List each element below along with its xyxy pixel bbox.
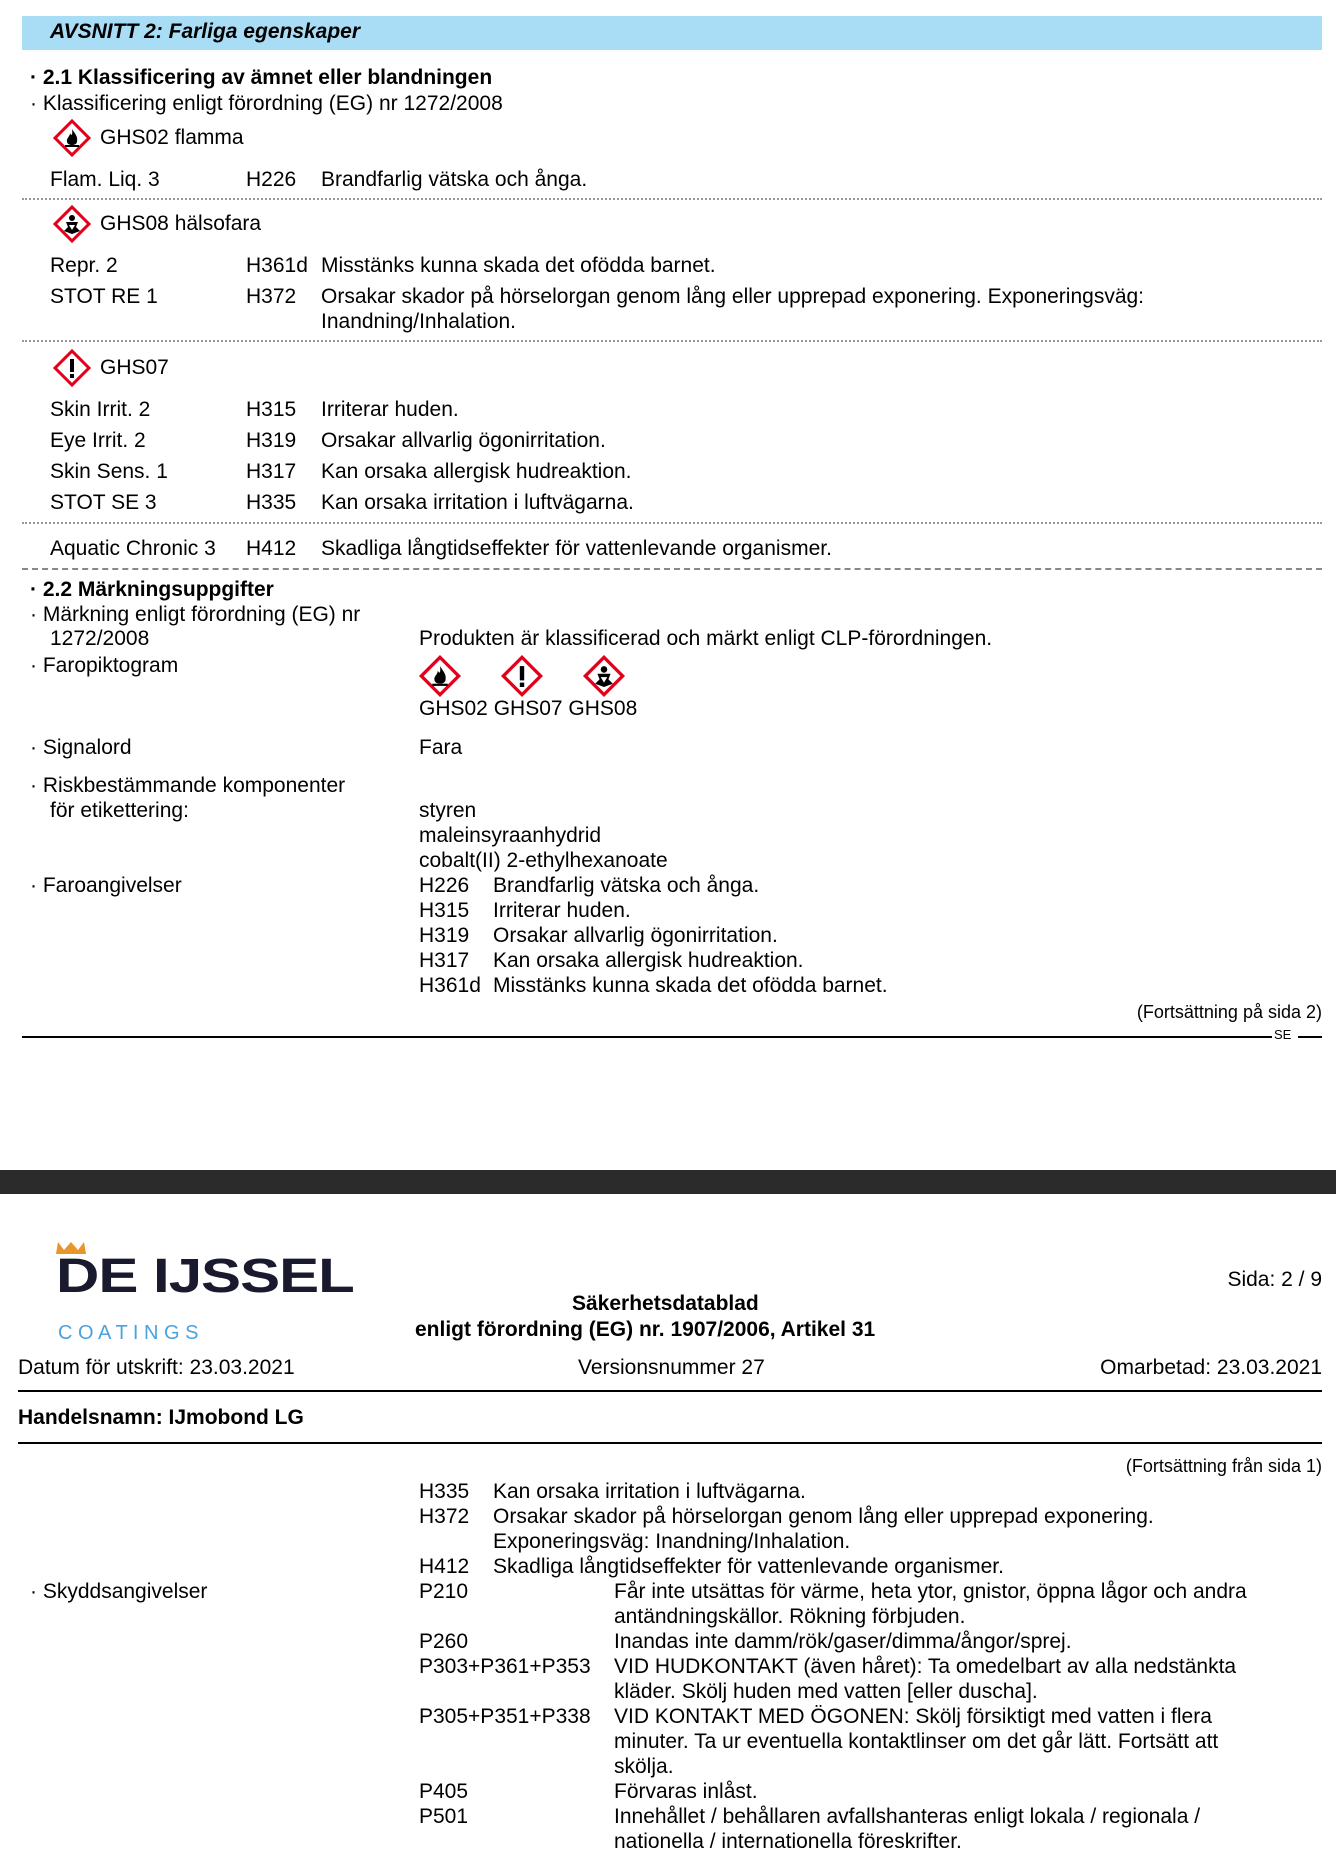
marking-label: · Märkning enligt förordning (EG) nr xyxy=(30,603,361,626)
precaution-text: VID KONTAKT MED ÖGONEN: Skölj försiktigt med vatten i flera xyxy=(614,1705,1212,1728)
precaution-code: P305+P351+P338 xyxy=(419,1705,591,1728)
language-code: SE xyxy=(1274,1027,1292,1042)
hazard-text: Skadliga långtidseffekter för vattenlevande organismer. xyxy=(321,537,832,560)
hazard-code: H335 xyxy=(246,491,297,514)
company-logo-tagline: C O A T I N G S xyxy=(58,1322,199,1344)
company-logo: DE IJSSEL xyxy=(56,1248,354,1303)
marking-label-2: 1272/2008 xyxy=(50,627,150,650)
precaution-text: nationella / internationella föreskrifter. xyxy=(614,1830,962,1853)
precaution-code: P405 xyxy=(419,1780,469,1803)
precaution-code: P501 xyxy=(419,1805,469,1828)
signal-value: Fara xyxy=(419,736,463,759)
statement-code: H226 xyxy=(419,874,470,897)
precaution-code: P210 xyxy=(419,1580,469,1603)
precaution-code: P303+P361+P353 xyxy=(419,1655,591,1678)
statement-text: Kan orsaka allergisk hudreaktion. xyxy=(493,949,804,972)
trade-name: Handelsnamn: IJmobond LG xyxy=(18,1406,304,1429)
precaution-code: P260 xyxy=(419,1630,469,1653)
statement-text: Brandfarlig vätska och ånga. xyxy=(493,874,760,897)
footer-rule-end xyxy=(1298,1036,1322,1038)
component-item: maleinsyraanhydrid xyxy=(419,824,602,847)
class-cell: Aquatic Chronic 3 xyxy=(50,537,216,560)
statement-code: H317 xyxy=(419,949,470,972)
precaution-text: Förvaras inlåst. xyxy=(614,1780,758,1803)
hazard-code: H315 xyxy=(246,398,297,421)
statement-text: Skadliga långtidseffekter för vattenlevande organismer. xyxy=(493,1555,1004,1578)
dotted-divider xyxy=(22,340,1322,342)
precaution-text: Inandas inte damm/rök/gaser/dimma/ångor/sprej. xyxy=(614,1630,1072,1653)
statement-text: Kan orsaka irritation i luftvägarna. xyxy=(493,1480,806,1503)
precaution-text: Får inte utsättas för värme, heta ytor, gnistor, öppna lågor och andra xyxy=(614,1580,1247,1603)
document-title: Säkerhetsdatablad xyxy=(572,1292,759,1315)
pictogram-label-ghs07: GHS07 xyxy=(100,356,169,379)
precaution-text: antändningskällor. Rökning förbjuden. xyxy=(614,1605,966,1628)
class-cell: Repr. 2 xyxy=(50,254,118,277)
hazard-text-continued: Inandning/Inhalation. xyxy=(321,310,516,333)
component-item: styren xyxy=(419,799,477,822)
hazard-code: H361d xyxy=(246,254,308,277)
component-item: cobalt(II) 2-ethylhexanoate xyxy=(419,849,668,872)
statement-code: H412 xyxy=(419,1555,470,1578)
trade-name-rule xyxy=(18,1442,1322,1444)
signal-label: · Signalord xyxy=(30,736,132,759)
marking-value: Produkten är klassificerad och märkt enligt CLP-förordningen. xyxy=(419,627,993,650)
print-date: Datum för utskrift: 23.03.2021 xyxy=(18,1356,295,1379)
statement-text: Orsakar allvarlig ögonirritation. xyxy=(493,924,778,947)
hazard-text: Kan orsaka irritation i luftvägarna. xyxy=(321,491,634,514)
statement-code: H372 xyxy=(419,1505,470,1528)
flame-icon xyxy=(52,118,92,164)
precaution-text: kläder. Skölj huden med vatten [eller duscha]. xyxy=(614,1680,1038,1703)
statement-text: Irriterar huden. xyxy=(493,899,631,922)
classification-subheading: · Klassificering enligt förordning (EG) nr 1272/2008 xyxy=(30,92,503,115)
precaution-text: VID HUDKONTAKT (även håret): Ta omedelbart av alla nedstänkta xyxy=(614,1655,1237,1678)
continued-next-note: (Fortsättning på sida 2) xyxy=(1136,1002,1322,1022)
hazard-text: Irriterar huden. xyxy=(321,398,459,421)
precaution-text: skölja. xyxy=(614,1755,674,1778)
subsection-heading-2-1: · 2.1 Klassificering av ämnet eller blandningen xyxy=(30,66,493,89)
pictogram-label-ghs08: GHS08 hälsofara xyxy=(100,212,262,235)
version-number: Versionsnummer 27 xyxy=(578,1356,765,1379)
page-separator xyxy=(0,1170,1336,1194)
hazard-statements-label: · Faroangivelser xyxy=(30,874,182,897)
header-rule xyxy=(18,1390,1322,1392)
dotted-divider xyxy=(22,198,1322,200)
risk-components-label-2: för etikettering: xyxy=(50,799,189,822)
hazard-code: H317 xyxy=(246,460,297,483)
precaution-text: Innehållet / behållaren avfallshanteras enligt lokala / regionala / xyxy=(614,1805,1201,1828)
class-cell: Skin Irrit. 2 xyxy=(50,398,151,421)
precaution-label: · Skyddsangivelser xyxy=(30,1580,208,1603)
pictogram-codes: GHS02 GHS07 GHS08 xyxy=(419,697,638,720)
document-subtitle: enligt förordning (EG) nr. 1907/2006, Artikel 31 xyxy=(415,1318,876,1341)
page-number: Sida: 2 / 9 xyxy=(1227,1268,1322,1291)
class-cell: Skin Sens. 1 xyxy=(50,460,168,483)
footer-rule xyxy=(22,1036,1272,1038)
health-hazard-icon xyxy=(52,204,92,250)
class-cell: STOT RE 1 xyxy=(50,285,158,308)
pictogram-label-ghs02: GHS02 flamma xyxy=(100,126,244,149)
pictogram-field-label: · Faropiktogram xyxy=(30,654,179,677)
section-title: AVSNITT 2: Farliga egenskaper xyxy=(50,20,361,43)
statement-text: Orsakar skador på hörselorgan genom lång eller upprepad exponering. xyxy=(493,1505,1154,1528)
risk-components-label: · Riskbestämmande komponenter xyxy=(30,774,346,797)
dashed-divider xyxy=(22,568,1322,570)
statement-code: H315 xyxy=(419,899,470,922)
section-header xyxy=(22,16,1322,50)
statement-code: H361d xyxy=(419,974,481,997)
revision-date: Omarbetad: 23.03.2021 xyxy=(1100,1356,1322,1379)
hazard-code: H319 xyxy=(246,429,297,452)
class-cell: STOT SE 3 xyxy=(50,491,157,514)
class-cell: Flam. Liq. 3 xyxy=(50,168,160,191)
hazard-code: H372 xyxy=(246,285,297,308)
subsection-heading-2-2: · 2.2 Märkningsuppgifter xyxy=(30,578,274,601)
statement-text-continued: Exponeringsväg: Inandning/Inhalation. xyxy=(493,1530,851,1553)
class-cell: Eye Irrit. 2 xyxy=(50,429,146,452)
hazard-code: H226 xyxy=(246,168,297,191)
hazard-text: Orsakar skador på hörselorgan genom lång eller upprepad exponering. Exponeringsväg: xyxy=(321,285,1145,308)
continued-from-note: (Fortsättning från sida 1) xyxy=(1125,1456,1322,1476)
statement-code: H319 xyxy=(419,924,470,947)
dotted-divider xyxy=(22,522,1322,524)
precaution-text: minuter. Ta ur eventuella kontaktlinser om det går lätt. Fortsätt att xyxy=(614,1730,1219,1753)
hazard-code: H412 xyxy=(246,537,297,560)
hazard-text: Brandfarlig vätska och ånga. xyxy=(321,168,588,191)
hazard-text: Orsakar allvarlig ögonirritation. xyxy=(321,429,606,452)
hazard-text: Misstänks kunna skada det ofödda barnet. xyxy=(321,254,716,277)
statement-text: Misstänks kunna skada det ofödda barnet. xyxy=(493,974,888,997)
exclamation-icon xyxy=(52,348,92,394)
hazard-text: Kan orsaka allergisk hudreaktion. xyxy=(321,460,632,483)
statement-code: H335 xyxy=(419,1480,470,1503)
